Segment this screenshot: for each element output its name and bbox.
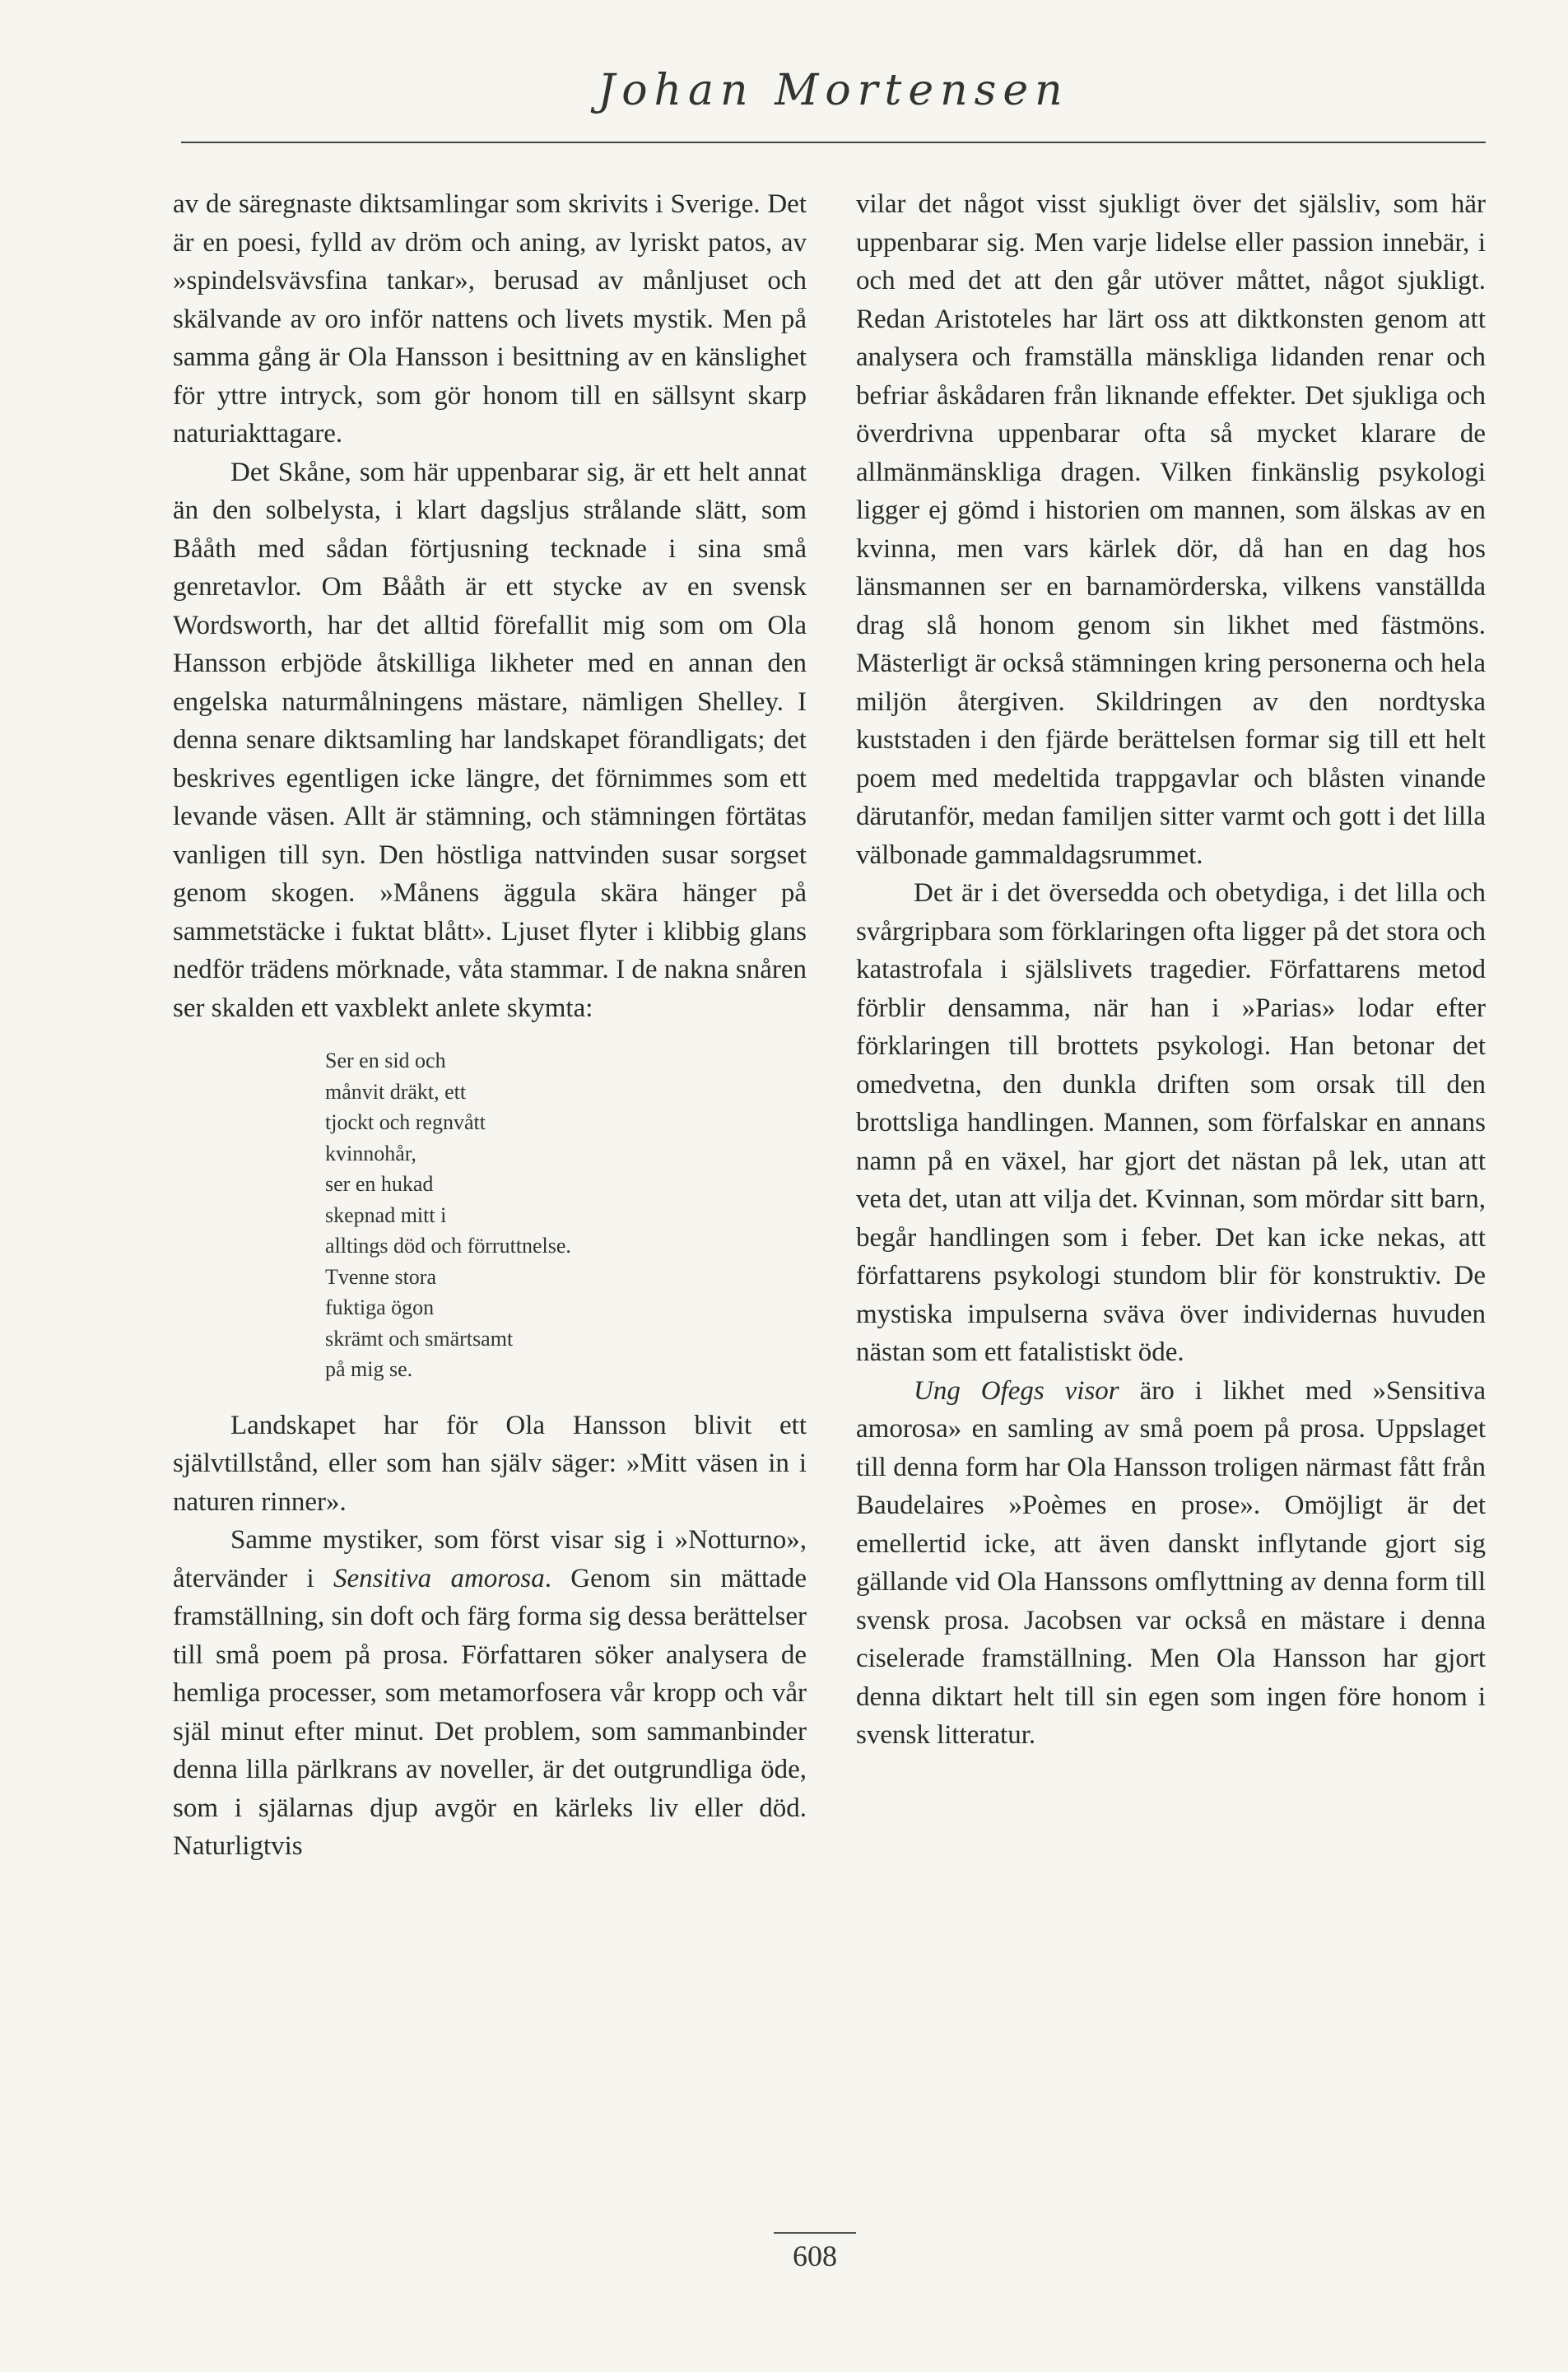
- right-column: [856, 185, 1486, 1755]
- poem-line: skepnad mitt i: [325, 1202, 447, 1227]
- running-title: Johan Mortensen: [598, 66, 1069, 115]
- left-column: [173, 185, 807, 1866]
- poem-line: ser en hukad: [325, 1172, 434, 1196]
- page-number: 608: [793, 2239, 837, 2272]
- poem-line: alltings död och förruttnelse.: [325, 1234, 571, 1258]
- poem-line: skrämt och smärtsamt: [325, 1326, 514, 1351]
- paragraph: Landskapet har för Ola Hansson blivit ett självtillstånd, eller som han själv säger: »Mitt väsen in i naturen rinner».: [173, 1410, 807, 1517]
- poem-line: på mig se.: [325, 1357, 413, 1381]
- poem-line: Tvenne stora: [325, 1264, 437, 1289]
- poem-line: tjockt och regnvått: [325, 1110, 486, 1134]
- poem-quote: [325, 1045, 807, 1385]
- paragraph: [173, 1521, 807, 1866]
- poem-line: kvinnohår,: [325, 1141, 416, 1165]
- page-number-rule: [774, 2232, 856, 2234]
- poem-line: månvit dräkt, ett: [325, 1079, 467, 1104]
- text-run: Samme mystiker, som först visar sig i »Notturno», återvänder i: [173, 1525, 807, 1593]
- book-title: Sensitiva amorosa: [333, 1563, 545, 1593]
- paragraph: Det är i det översedda och obetydiga, i det lilla och svårgripbara som förklaringen ofta ligger på det stora och katastrofala i själslivets tragedier. Författarens metod förblir densamma, när han i »Parias» lodar efter förklaringen till brottets psykologi. Han betonar det omedvetna, den dunkla driften som orsak till den brottsliga handlingen. Mannen, som förfalskar en annans namn på en växel, har gjort det nästan på lek, utan att veta det, utan att vilja det. Kvinnan, som mördar sitt barn, begår handlingen som i feber. Det kan icke nekas, att författarens psykologi stundom blir för konstruktiv. De mystiska impulserna sväva över individernas huvuden nästan som ett fatalistiskt öde.: [856, 878, 1486, 1367]
- running-header: [181, 66, 1486, 115]
- poem-line: fuktiga ögon: [325, 1295, 435, 1319]
- header-rule: [181, 142, 1486, 143]
- paragraph: [856, 1372, 1486, 1755]
- paragraph: av de säregnaste diktsamlingar som skrivits i Sverige. Det är en poesi, fylld av dröm och aning, av lyriskt patos, av »spindelsvävsfina tankar», berusad av månljuset och skälvande av oro inför nattens och livets mystik. Men på samma gång är Ola Hansson i besittning av en känslighet för yttre intryck, som gör honom till en sällsynt skarp naturiakttagare.: [173, 189, 807, 449]
- paragraph: Det Skåne, som här uppenbarar sig, är ett helt annat än den solbelysta, i klart dagsljus strålande slätt, som Bååth med sådan förtjusning tecknade i sina små genretavlor. Om Bååth är ett stycke av en svensk Wordsworth, har det alltid förefallit mig som om Ola Hansson erbjöde åtskilliga likheter med en annan den engelska naturmålningens mästare, nämligen Shelley. I denna senare diktsamling har landskapet förandligats; det beskrives egentligen icke längre, det förnimmes som ett levande väsen. Allt är stämning, och stämningen förtätas vanligen till syn. Den höstliga nattvinden susar sorgset genom skogen. »Månens äggula skära hänger på sammetstäcke i fuktat blått». Ljuset flyter i klibbig glans nedför trädens mörknade, våta stammar. I de nakna snåren ser skalden ett vaxblekt anlete skymta:: [173, 457, 807, 1023]
- paragraph: vilar det något visst sjukligt över det själsliv, som här uppenbarar sig. Men varje lidelse eller passion innebär, i och med det att den går utöver måttet, något sjukligt. Redan Aristoteles har lärt oss att diktkonsten genom att analysera och framställa mänskliga lidanden renar och befriar åskådaren från liknande effekter. Det sjukliga och överdrivna uppenbarar ofta så mycket klarare de allmänmänskliga dragen. Vilken finkänslig psykologi ligger ej gömd i historien om mannen, som älskas av en kvinna, men vars kärlek dör, då han en dag hos länsmannen ser en barnamörderska, vilkens vanställda drag slå honom genom sin likhet med fästmöns. Mästerligt är också stämningen kring personerna och hela miljön återgiven. Skildringen av den nordtyska kuststaden i den fjärde berättelsen formar sig till ett helt poem med medeltida trappgavlar och blåsten vinande därutanför, medan familjen sitter varmt och gott i det lilla välbonade gammaldagsrummet.: [856, 189, 1486, 870]
- poem-line: Ser en sid och: [325, 1049, 446, 1072]
- text-run: äro i likhet med »Sensitiva amorosa» en samling av små poem på prosa. Uppslaget till denna form har Ola Hansson troligen närmast fått från Baudelaires »Poèmes en prose». Omöjligt är det emellertid icke, att även danskt inflytande gjort sig gällande vid Ola Hanssons omflyttning av denna form till svensk prosa. Jacobsen var också en mästare i denna ciselerade framställning. Men Ola Hansson har gjort denna diktart helt till sin egen som ingen före honom i svensk litteratur.: [856, 1375, 1486, 1750]
- book-title: Ung Ofegs visor: [914, 1375, 1119, 1406]
- text-run: . Genom sin mättade framställning, sin doft och färg forma sig dessa berättelser till små poem på prosa. Författaren söker analysera de hemliga processer, som metamorfosera vår kropp och vår själ minut efter minut. Det problem, som sammanbinder denna lilla pärlkrans av noveller, är det outgrundliga öde, som i själarnas djup avgör en kärleks liv eller död. Naturligtvis: [173, 1563, 807, 1861]
